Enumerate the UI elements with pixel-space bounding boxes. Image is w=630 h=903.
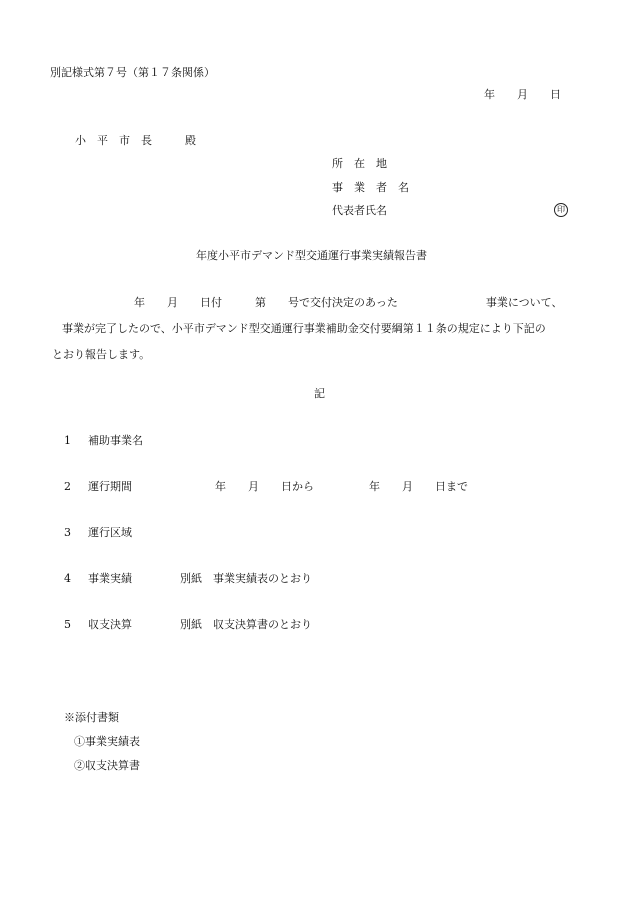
- item-value: 別紙 収支決算書のとおり: [180, 618, 312, 631]
- item-label: 補助事業名: [88, 434, 143, 447]
- date-line: 年 月 日: [484, 88, 561, 101]
- body-line-2: 事業が完了したので、小平市デマンド型交通運行事業補助金交付要綱第１１条の規定により下記の: [62, 322, 546, 335]
- body-line-3: とおり報告します。: [52, 348, 151, 361]
- ki-heading: 記: [314, 387, 325, 400]
- item-number: 2: [64, 480, 71, 493]
- business-name-label: 事 業 者 名: [332, 181, 409, 194]
- item-label: 収支決算: [88, 618, 132, 631]
- body-paragraph: [46, 290, 586, 368]
- document-title: 年度小平市デマンド型交通運行事業実績報告書: [196, 249, 427, 262]
- item-number: 4: [64, 572, 71, 585]
- item-number: 3: [64, 526, 71, 539]
- attachments-heading: ※添付書類: [64, 711, 119, 724]
- item-label: 運行期間: [88, 480, 132, 493]
- attachment-item: ①事業実績表: [74, 735, 140, 748]
- item-number: 5: [64, 618, 71, 631]
- address-label: 所 在 地: [332, 157, 387, 170]
- item-value: 別紙 事業実績表のとおり: [180, 572, 312, 585]
- representative-label: 代表者氏名: [332, 204, 387, 217]
- item-number: 1: [64, 434, 71, 447]
- seal-mark: 印: [554, 203, 568, 217]
- addressee: 小 平 市 長 殿: [75, 134, 196, 147]
- attachment-item: ②収支決算書: [74, 759, 140, 772]
- body-line-1: 年 月 日付 第 号で交付決定のあった 事業について、: [46, 296, 563, 309]
- item-label: 運行区域: [88, 526, 132, 539]
- item-label: 事業実績: [88, 572, 132, 585]
- item-value: 年 月 日から 年 月 日まで: [215, 480, 468, 493]
- form-id: 別記様式第７号（第１７条関係）: [50, 66, 215, 79]
